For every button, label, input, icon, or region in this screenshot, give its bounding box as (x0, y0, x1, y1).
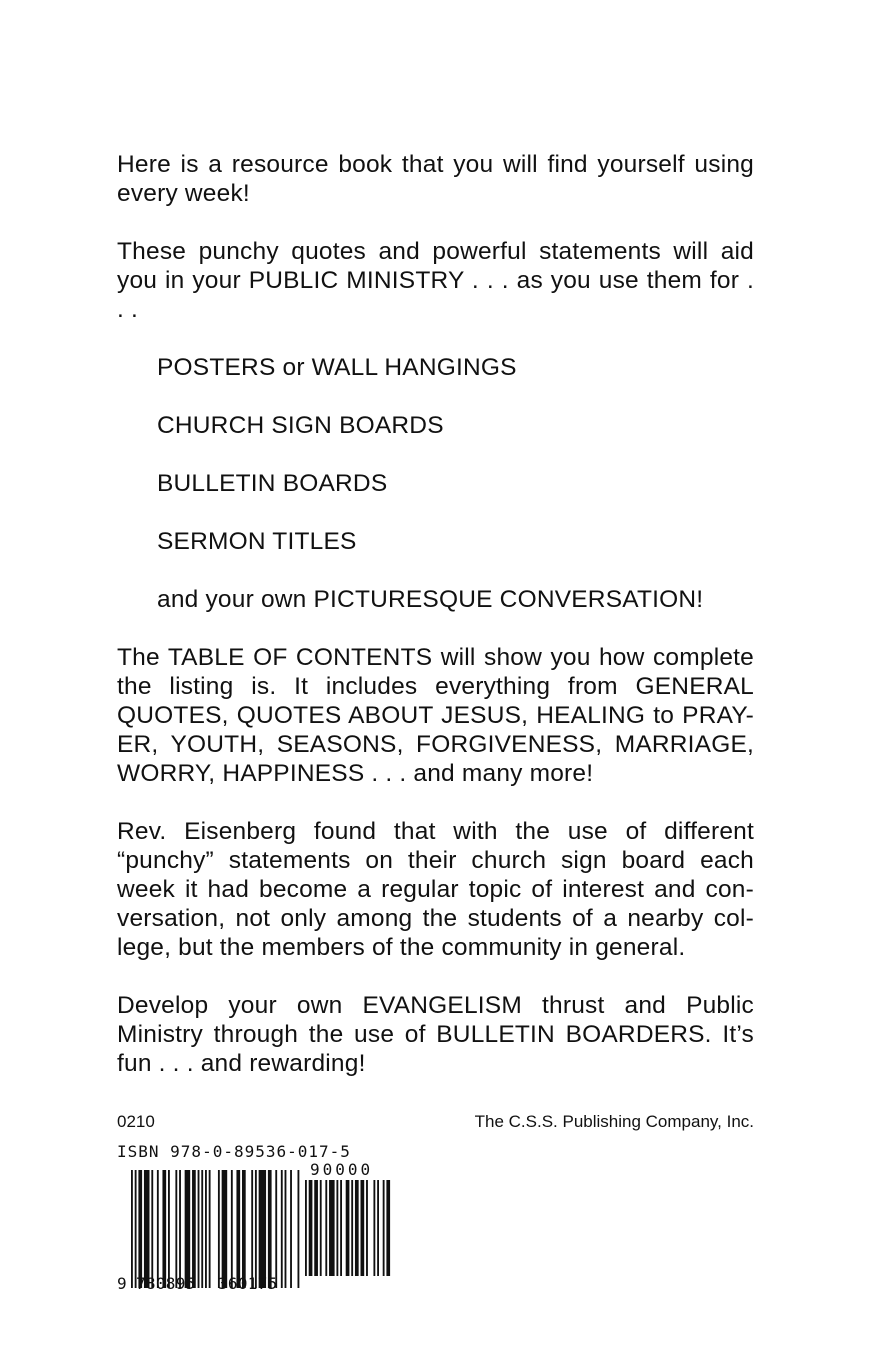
contents-paragraph: The TABLE OF CONTENTS will show you how complete the listing is. It includes everything from GENERAL QUOTES, QUOTES ABOUT JESUS, HEALING to PRAY-ER, YOUTH, SEASONS, FORGIVENESS, MARRIAGE, WORRY, HAPPINESS . . . and many more! (117, 644, 754, 787)
closing-paragraph: Develop your own EVANGELISM thrust and Public Ministry through the use of BULLETIN BOARDERS. It’s fun . . . and rewarding! (117, 992, 754, 1077)
barcode-left-digits: 780895 (136, 1274, 196, 1293)
author-paragraph: Rev. Eisenberg found that with the use of different “punchy” statements on their church sign board each week it had become a regular topic of interest and con-versation, not only among the students of a nearby col-lege, but the members of the community in general. (117, 818, 754, 961)
barcode-bar (192, 1170, 196, 1288)
uses-item: and your own PICTURESQUE CONVERSATION! (157, 586, 704, 613)
barcode-bar (144, 1170, 150, 1288)
back-cover-text (117, 150, 754, 1107)
intro-paragraph: Here is a resource book that you will find yourself using every week! (117, 151, 754, 207)
barcode-bar (377, 1180, 379, 1276)
barcode-addon-digits: 90000 (310, 1160, 374, 1179)
barcode-bar (355, 1180, 359, 1276)
barcode-bar (251, 1170, 253, 1288)
barcode-bar (138, 1170, 142, 1288)
barcode-bar (285, 1170, 287, 1288)
uses-item: SERMON TITLES (157, 528, 357, 555)
barcode-bar (179, 1170, 181, 1288)
barcode-bar (340, 1180, 342, 1276)
barcode-bar (366, 1180, 368, 1276)
barcode-bar (135, 1170, 137, 1288)
barcode-lead-digit: 9 (117, 1274, 127, 1293)
barcode-bar (268, 1170, 272, 1288)
uses-item: POSTERS or WALL HANGINGS (157, 354, 517, 381)
barcode-bar (386, 1180, 390, 1276)
barcode-bar (281, 1170, 283, 1288)
publisher-name: The C.S.S. Publishing Company, Inc. (474, 1112, 754, 1131)
barcode-bar (314, 1180, 318, 1276)
barcode-bar (209, 1170, 211, 1288)
barcode-bar (218, 1170, 220, 1288)
barcode-bar (151, 1170, 153, 1288)
uses-intro-paragraph: These punchy quotes and powerful statements will aid you in your PUBLIC MINISTRY . . . as you use them for . . . (117, 238, 754, 323)
barcode-bar (373, 1180, 375, 1276)
uses-item: BULLETIN BOARDS (157, 470, 388, 497)
barcode-bar (351, 1180, 353, 1276)
barcode-bar (383, 1180, 385, 1276)
barcode-bar (305, 1180, 307, 1276)
barcode-bar (222, 1170, 228, 1288)
barcode-right-digits: 360175 (218, 1274, 278, 1293)
order-code: 0210 (117, 1112, 155, 1131)
uses-list (117, 353, 754, 614)
isbn-number: ISBN 978-0-89536-017-5 (117, 1142, 351, 1161)
uses-item: CHURCH SIGN BOARDS (157, 412, 444, 439)
barcode-bar (325, 1180, 327, 1276)
barcode-bar (205, 1170, 207, 1288)
barcode-bar (346, 1180, 350, 1276)
barcode-bar (131, 1170, 133, 1288)
barcode-bar (329, 1180, 335, 1276)
barcode-bar (320, 1180, 322, 1276)
barcode-bar (198, 1170, 200, 1288)
barcode-bar (336, 1180, 338, 1276)
barcode-bar (275, 1170, 277, 1288)
barcode-bar (255, 1170, 257, 1288)
barcode-bar (236, 1170, 240, 1288)
barcode-bar (168, 1170, 170, 1288)
barcode-bar (175, 1170, 177, 1288)
barcode-bar (162, 1170, 166, 1288)
barcode-bar (259, 1170, 266, 1288)
barcode-bar (201, 1170, 203, 1288)
barcode-bar (298, 1170, 300, 1288)
barcode-bar (185, 1170, 191, 1288)
isbn-barcode (117, 1160, 392, 1295)
barcode-bar (231, 1170, 233, 1288)
barcode-bar (157, 1170, 159, 1288)
barcode-bar (309, 1180, 313, 1276)
barcode-bar (290, 1170, 292, 1288)
barcode-bar (242, 1170, 246, 1288)
barcode-bar (361, 1180, 365, 1276)
